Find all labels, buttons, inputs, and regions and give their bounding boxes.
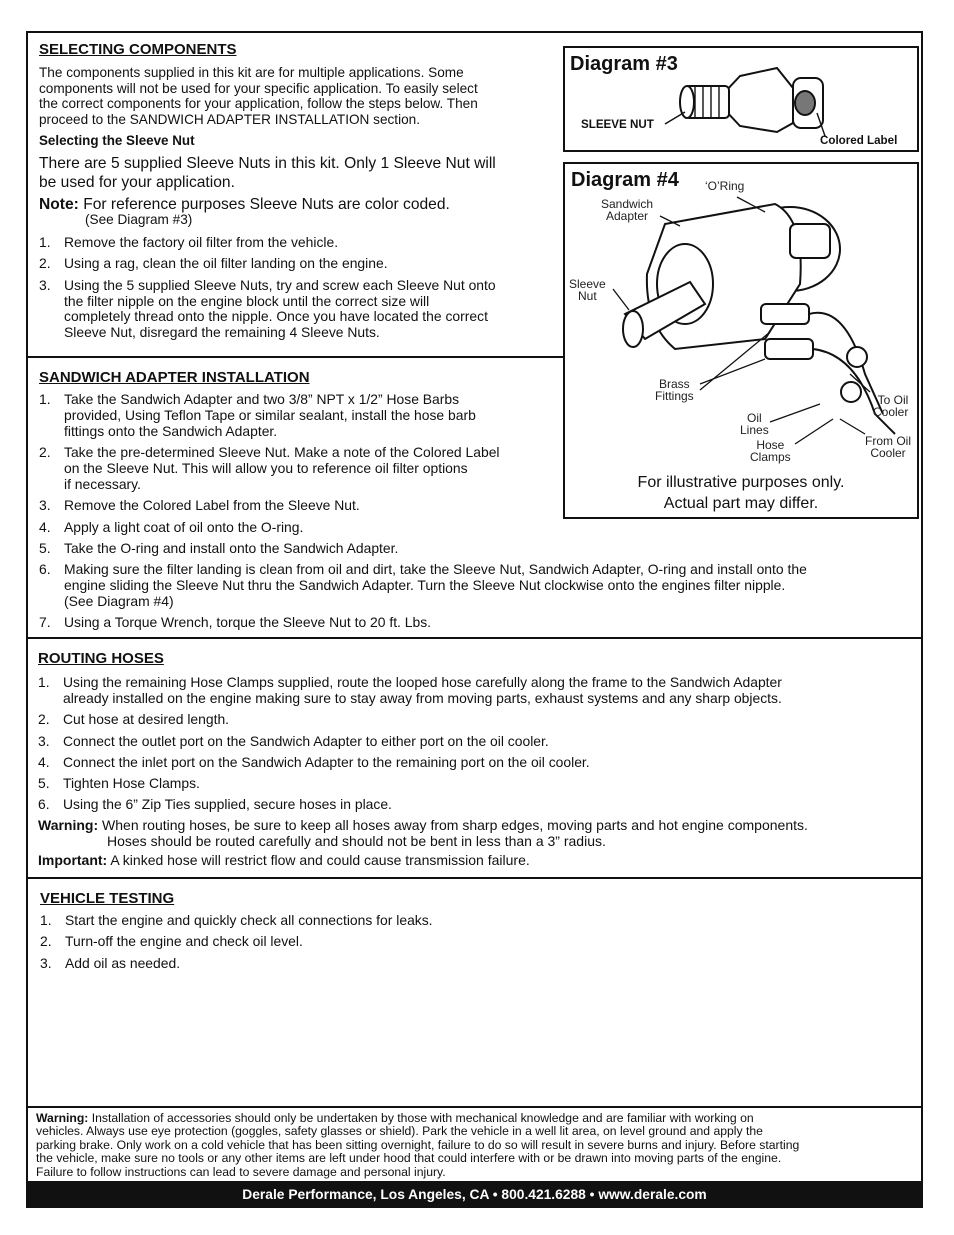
brass-fittings-label: Brass Fittings: [655, 377, 694, 404]
selecting-intro: The components supplied in this kit are for multiple applications. Some components will not be used for your specific application. To easily select the correct components for your application, follow the steps below. Then proceed to the SANDWICH ADAPTER INSTALLATION section.: [39, 65, 478, 127]
list-item: 4. Apply a light coat of oil onto the O-ring.: [39, 518, 304, 535]
routing-warning: Warning: When routing hoses, be sure to keep all hoses away from sharp edges, moving parts and hot engine components. Hoses should be routed carefully and should not be bent in less than a 3” radius.: [38, 817, 808, 849]
list-item: 3. Remove the Colored Label from the Sleeve Nut.: [39, 497, 360, 514]
sleeve-nut-intro: There are 5 supplied Sleeve Nuts in this kit. Only 1 Sleeve Nut will be used for your application.: [39, 155, 496, 191]
to-oil-cooler-label: To Oil Cooler: [873, 393, 909, 420]
sandwich-steps: [39, 392, 909, 637]
sleeve-nut-subtitle: Selecting the Sleeve Nut: [39, 133, 195, 148]
diagram-3-title: Diagram #3: [570, 53, 678, 75]
divider: [26, 1106, 923, 1108]
list-item: 3. Add oil as needed.: [40, 954, 181, 971]
list-item: 5. Take the O-ring and install onto the Sandwich Adapter.: [39, 539, 399, 556]
testing-title: VEHICLE TESTING: [40, 890, 175, 907]
list-item: 4. Connect the inlet port on the Sandwich Adapter to the remaining port on the oil cooler.: [38, 753, 590, 770]
safety-warning: Warning: Installation of accessories should only be undertaken by those with mechanical knowledge and are familiar with working on vehicles. Always use eye protection (goggles, safety glasses or shield). Park the vehicle in a well lit area, on level ground and apply the parking brake. Only work on a cold vehicle that has been sitting overnight, failure to do so will result in severe burns and injury. Before starting the vehicle, make sure no tools or any other items are left under hood that could interfere with or be drawn into moving parts of the engine. Failure to follow instructions can lead to severe damage and personal injury.: [36, 1111, 800, 1179]
sleeve-nut-label-4: Sleeve Nut: [569, 277, 606, 304]
routing-important: Important: A kinked hose will restrict flow and could cause transmission failure.: [38, 852, 530, 868]
list-item: 2. Using a rag, clean the oil filter landing on the engine.: [39, 255, 388, 272]
list-item: 3. Connect the outlet port on the Sandwich Adapter to either port on the oil cooler.: [38, 732, 549, 749]
list-item: 2. Turn-off the engine and check oil level.: [40, 933, 303, 950]
list-item: 6. Making sure the filter landing is clean from oil and dirt, take the Sleeve Nut, Sandwich Adapter, O-ring and install onto the engine sliding the Sleeve Nut thru the Sandwich Adapter. Turn the Sleeve Nut clockwise onto the engines filter nipple. (See Diagram #4): [39, 561, 807, 609]
list-item: 3. Using the 5 supplied Sleeve Nuts, try and screw each Sleeve Nut onto the filter nipple on the engine block until the correct size will completely thread onto the nipple. Once you have located the correct Sleeve Nut, disregard the remaining 4 Sleeve Nuts.: [39, 276, 496, 341]
diagram-4-title: Diagram #4: [571, 169, 679, 191]
sandwich-title: SANDWICH ADAPTER INSTALLATION: [39, 369, 310, 386]
divider: [26, 356, 563, 358]
list-item: 6. Using the 6” Zip Ties supplied, secure hoses in place.: [38, 796, 392, 813]
colored-label-label: Colored Label: [820, 134, 898, 147]
sleeve-nut-label: SLEEVE NUT: [581, 118, 654, 131]
sleeve-nut-note: Note: For reference purposes Sleeve Nuts are color coded.: [39, 196, 450, 213]
note-diagram-ref: (See Diagram #3): [85, 212, 193, 227]
list-item: 1. Start the engine and quickly check all connections for leaks.: [40, 912, 433, 928]
selecting-steps: [39, 235, 559, 347]
list-item: 2. Cut hose at desired length.: [38, 711, 230, 728]
from-oil-cooler-label: From Oil Cooler: [865, 434, 911, 461]
diagram-4-caption: For illustrative purposes only. Actual part may differ.: [637, 474, 845, 512]
testing-steps: [40, 913, 910, 977]
list-item: 1. Using the remaining Hose Clamps supplied, route the looped hose carefully along the frame to the Sandwich Adapter already installed on the engine making sure to stay away from moving parts, exhaust systems and any sharp objects.: [38, 674, 782, 706]
list-item: 1. Take the Sandwich Adapter and two 3/8” NPT x 1/2” Hose Barbs provided, Using Teflon Tape or similar sealant, install the hose barb fittings onto the Sandwich Adapter.: [39, 391, 476, 439]
sandwich-adapter-label: Sandwich Adapter: [601, 197, 654, 224]
oil-lines-label: Oil Lines: [740, 411, 769, 438]
routing-steps: [38, 675, 913, 819]
diagram-3: [563, 46, 919, 152]
selecting-title: SELECTING COMPONENTS: [39, 41, 237, 58]
divider: [26, 637, 923, 639]
hose-clamps-label: Hose Clamps: [750, 438, 791, 465]
list-item: 2. Take the pre-determined Sleeve Nut. Make a note of the Colored Label on the Sleeve Nut. This will allow you to reference oil filter options if necessary.: [39, 444, 500, 492]
list-item: 5. Tighten Hose Clamps.: [38, 775, 200, 792]
routing-title: ROUTING HOSES: [38, 650, 164, 667]
oring-label: ‘O’Ring: [705, 179, 745, 193]
divider: [26, 877, 923, 879]
list-item: 7. Using a Torque Wrench, torque the Sleeve Nut to 20 ft. Lbs.: [39, 614, 432, 631]
footer-contact: Derale Performance, Los Angeles, CA • 800.421.6288 • www.derale.com: [26, 1181, 923, 1208]
list-item: 1. Remove the factory oil filter from the vehicle.: [39, 234, 339, 250]
